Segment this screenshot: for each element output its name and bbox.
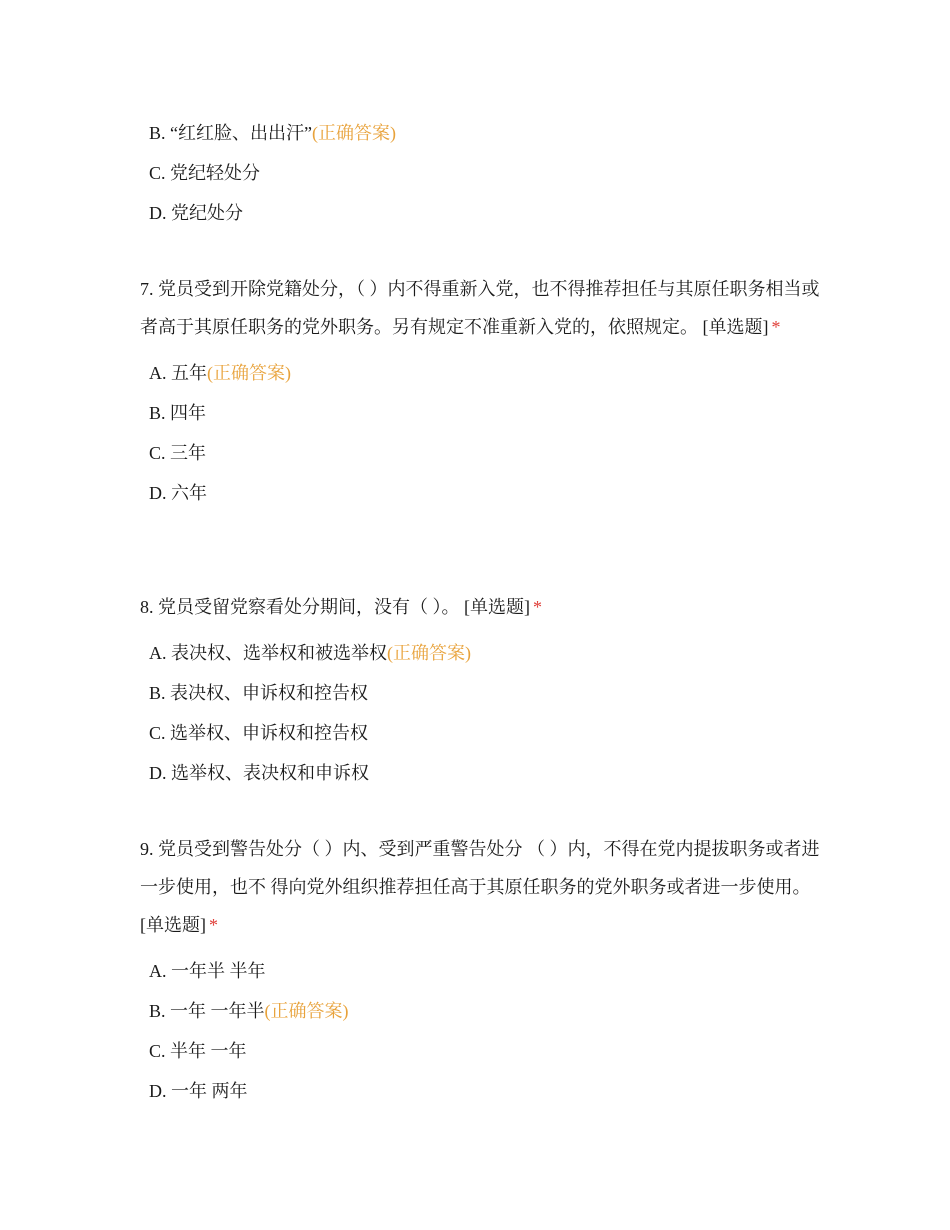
- question-type: [单选题]: [464, 597, 530, 617]
- option-label: A. 五年: [149, 363, 207, 383]
- question-title: [140, 270, 820, 346]
- option-label: B. 一年 一年半: [149, 1001, 265, 1021]
- option-b: [140, 393, 820, 433]
- question-text: 党员受到警告处分（ ）内、受到严重警告处分 （ ）内，不得在党内提拔职务或者进一步使用，也不 得向党外组织推荐担任高于其原任职务的党外职务或者进一步使用。: [140, 839, 820, 897]
- option-label: C. 半年 一年: [149, 1041, 247, 1061]
- question-title: [140, 830, 820, 944]
- option-a: [140, 353, 820, 393]
- option-label: B. 表决权、申诉权和控告权: [149, 683, 369, 703]
- option-c: [140, 713, 820, 753]
- option-d: [140, 473, 820, 513]
- question-number: 8.: [140, 597, 154, 617]
- required-asterisk: *: [771, 317, 781, 337]
- question-text: 党员受留党察看处分期间，没有（ ）。: [158, 597, 460, 617]
- option-label: B. 四年: [149, 403, 207, 423]
- correct-answer-tag: (正确答案): [264, 1001, 349, 1021]
- option-d: [140, 753, 820, 793]
- option-label: B. “红红脸、出出汗”: [149, 123, 312, 143]
- option-label: D. 党纪处分: [149, 203, 243, 223]
- option-label: C. 三年: [149, 443, 207, 463]
- required-asterisk: *: [533, 597, 542, 617]
- question-6-partial: [140, 113, 820, 233]
- question-9: [140, 830, 820, 1111]
- correct-answer-tag: (正确答案): [387, 643, 471, 663]
- option-d: [140, 193, 820, 233]
- question-number: 7.: [140, 279, 154, 299]
- question-type: [单选题]: [140, 915, 206, 935]
- question-type: [单选题]: [702, 317, 769, 337]
- question-title: [140, 588, 820, 626]
- question-text: 党员受到开除党籍处分，（ ）内不得重新入党，也不得推荐担任与其原任职务相当或者高于其原任职务的党外职务。另有规定不准重新入党的，依照规定。: [140, 279, 820, 337]
- option-label: D. 六年: [149, 483, 207, 503]
- option-label: A. 表决权、选举权和被选举权: [149, 643, 387, 663]
- correct-answer-tag: (正确答案): [207, 363, 291, 383]
- question-7: [140, 270, 820, 513]
- option-label: C. 选举权、申诉权和控告权: [149, 723, 369, 743]
- option-b: [140, 673, 820, 713]
- option-label: D. 选举权、表决权和申诉权: [149, 763, 369, 783]
- question-8: [140, 588, 820, 793]
- required-asterisk: *: [209, 915, 218, 935]
- option-b: [140, 113, 820, 153]
- option-label: C. 党纪轻处分: [149, 163, 261, 183]
- option-d: [140, 1071, 820, 1111]
- option-label: D. 一年 两年: [149, 1081, 248, 1101]
- option-c: [140, 153, 820, 193]
- option-a: [140, 633, 820, 673]
- option-b: [140, 991, 820, 1031]
- option-label: A. 一年半 半年: [149, 961, 266, 981]
- question-number: 9.: [140, 839, 154, 859]
- option-c: [140, 433, 820, 473]
- option-a: [140, 951, 820, 991]
- correct-answer-tag: (正确答案): [311, 123, 396, 143]
- option-c: [140, 1031, 820, 1071]
